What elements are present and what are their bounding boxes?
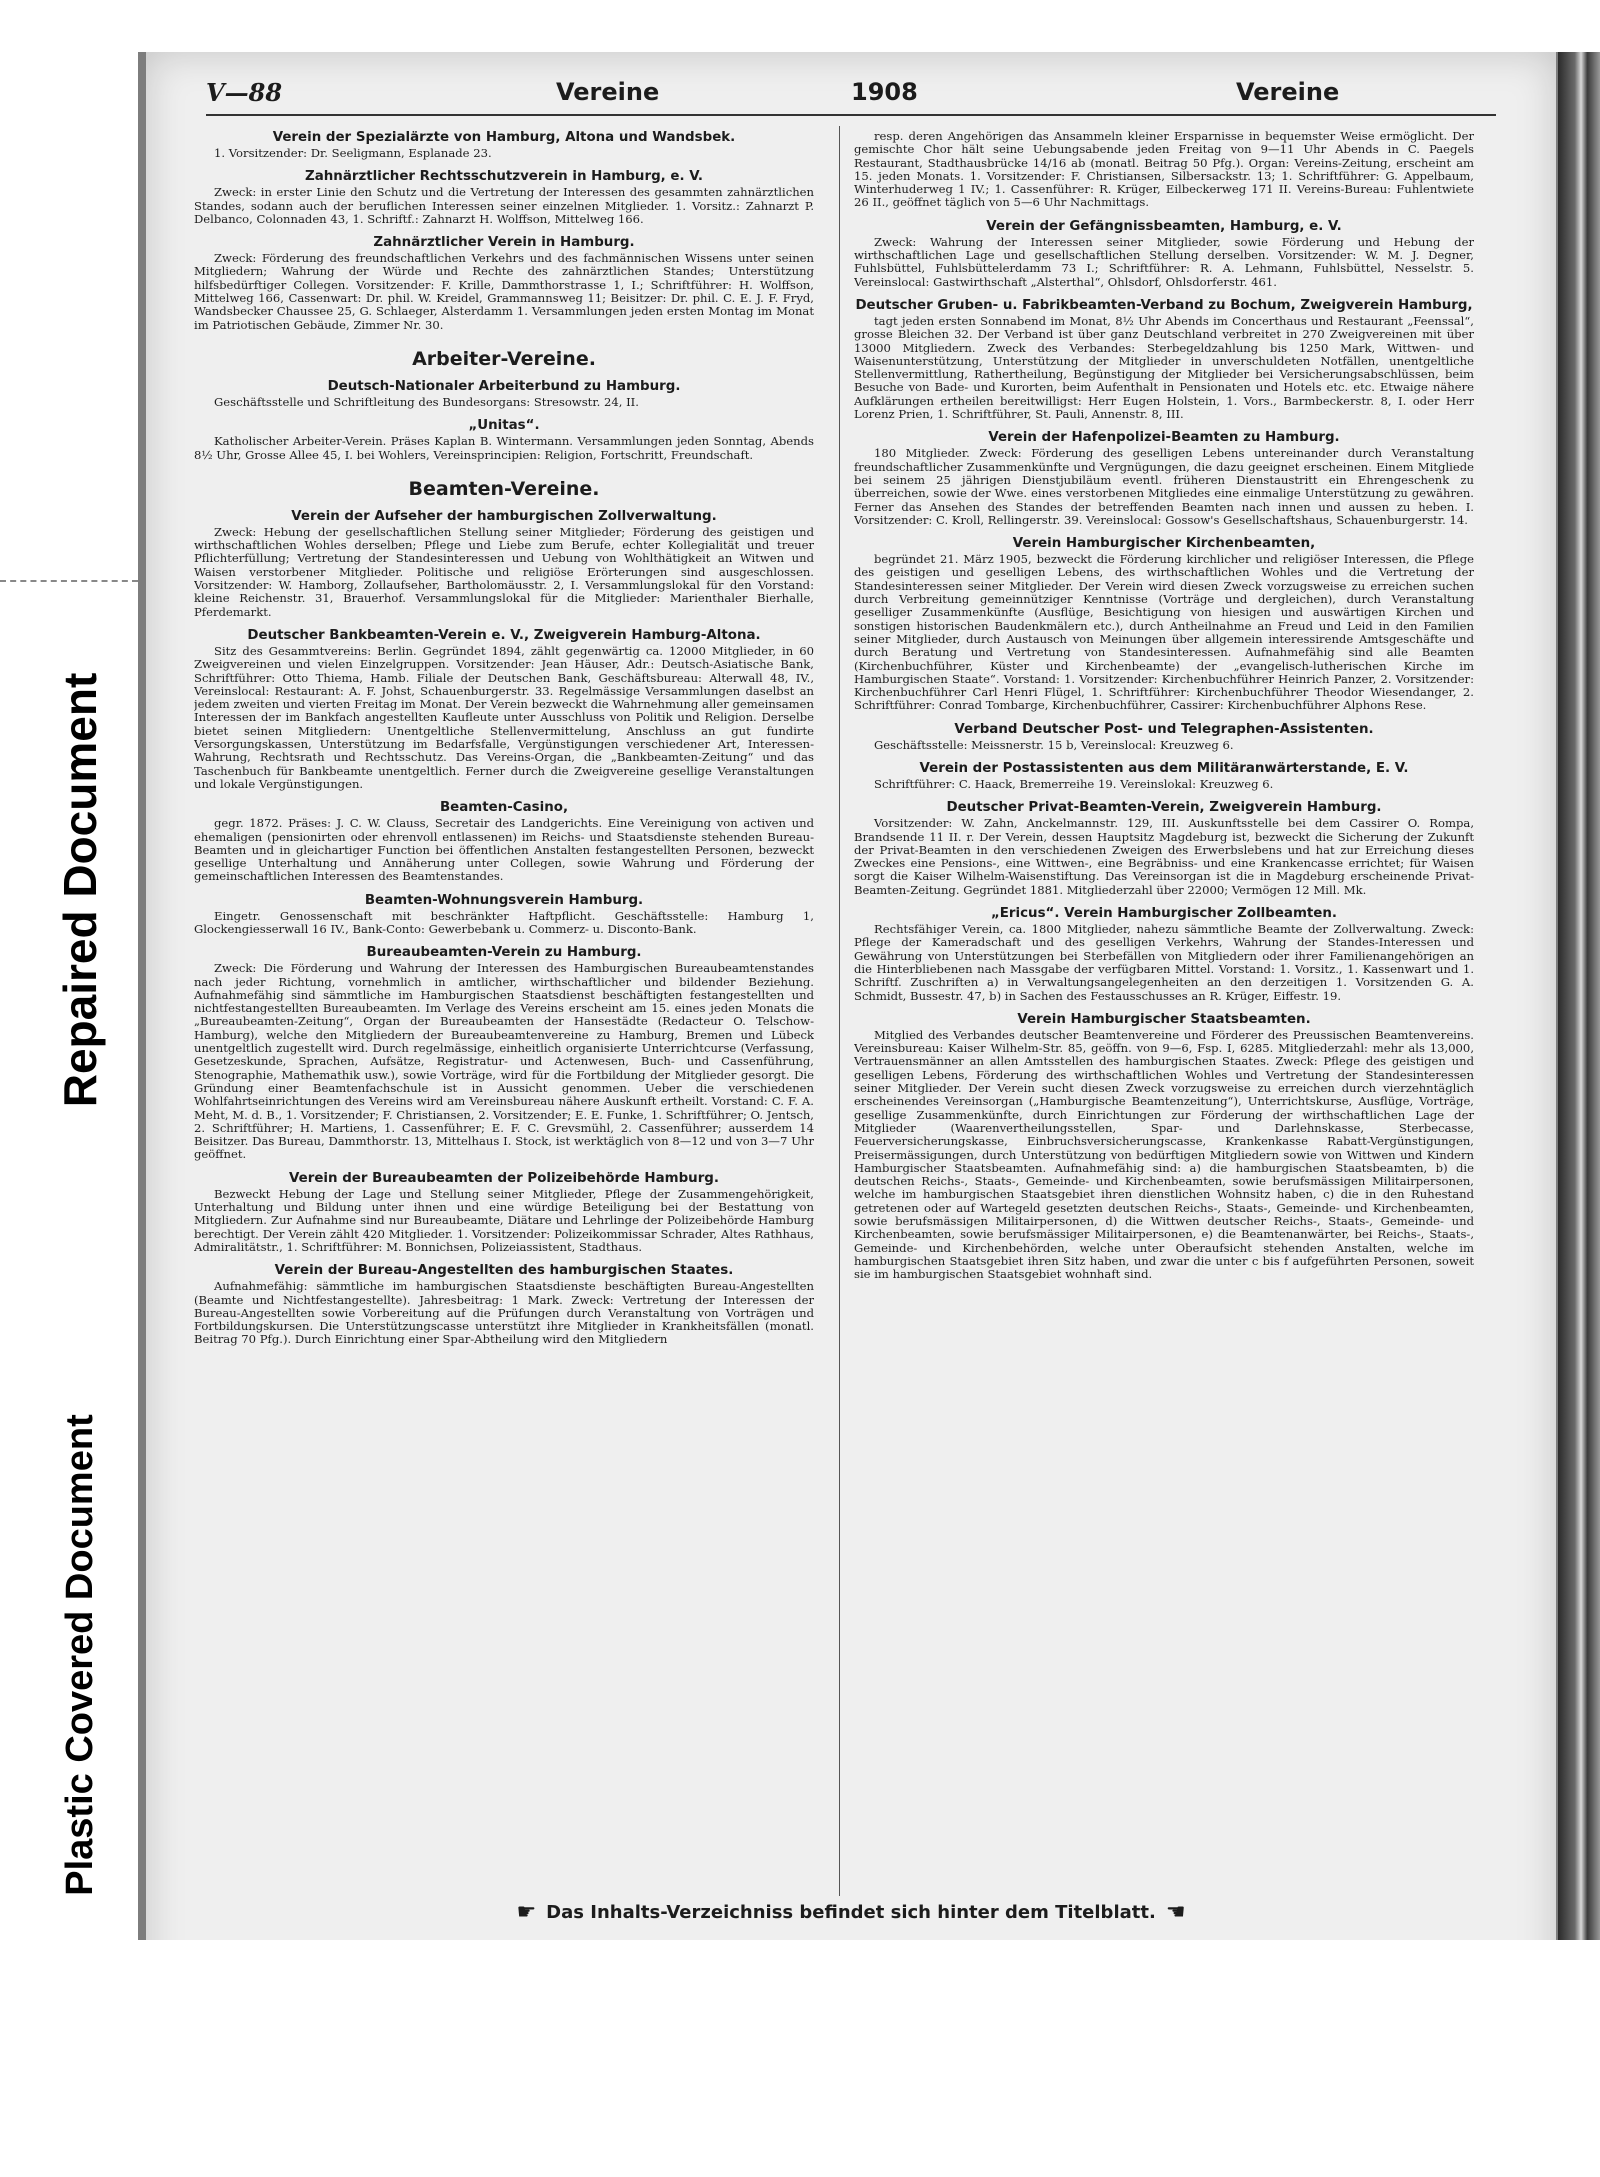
pointing-hand-icon: ☛ bbox=[516, 1900, 537, 1925]
entry-text: Bezweckt Hebung der Lage und Stellung seiner Mitglieder, Pflege der Zusammengehörigkeit, Unterhaltung und Bildung unter ihnen und eine würdige Beteiligung bei der Bestattung von Mitgliedern. Zur Aufnahme sind nur Bureaubeamte, Diätare und Lehrlinge der Polizeibehörde Hamburg berechtigt. Der Verein zählt 420 Mitglieder. 1. Vorsitzender: Polizeikommissar Schrader, Altes Rathhaus, Admiralitätstr., 1. Schriftführer: M. Bonnichsen, Polizeiassistent, Stadthaus. bbox=[194, 1186, 814, 1254]
scanned-page-area bbox=[138, 52, 1600, 1992]
page-header bbox=[206, 70, 1496, 116]
pointing-hand-left-icon: ☚ bbox=[1165, 1900, 1186, 1925]
column-divider bbox=[839, 126, 840, 1896]
section-heading: Arbeiter-Vereine. bbox=[412, 347, 596, 370]
entry-text: gegr. 1872. Präses: J. C. W. Clauss, Secretair des Landgerichts. Eine Vereinigung von activen und ehemaligen (pensionirten oder ehrenvoll entlassenen) im Reichs- und Staatsdienste stehenden Bureau-Beamten und in gleichartiger Function bei öffentlichen Anstalten festangestellten Personen, bezweckt gesellige Unterhaltung und Annäherung unter Collegen, sowie Wahrung und Förderung der gemeinschaftlichen Interessen des Beamtenstandes. bbox=[194, 816, 814, 884]
entry-text: Rechtsfähiger Verein, ca. 1800 Mitglieder, nahezu sämmtliche Beamte der Zollverwaltung. Zweck: Pflege der Kameradschaft und des geselligen Verkehrs, Wahrung der Standes-Interessen und Gewährung von Unterstützungen bei Sterbefällen von Mitgliedern oder ihrer Familienangehörigen an die Hinterbliebenen nach Massgabe der verfügbaren Mittel. Vorstand: 1. Vorsitz., 1. Kassenwart und 1. Schriftf. Zuschriften a) in Verwaltungsangelegenheiten an den derzeitigen 1. Vorsitzenden G. A. Schmidt, Bussestr. 47, b) in Sachen des Festausschusses an R. Krüger, Eiffestr. 19. bbox=[854, 922, 1474, 1003]
header-left-title: Vereine bbox=[556, 78, 660, 106]
page-footer bbox=[206, 1898, 1496, 1928]
entry-text: Mitglied des Verbandes deutscher Beamtenvereine und Förderer des Preussischen Beamtenvereins. Vereinsbureau: Kaiser Wilhelm-Str. 85, geöffn. von 9—6, Fsp. I, 6285. Mitgliederzahl: mehr als 13,000, Vertrauensmänner an allen Amtsstellen des hamburgischen Staates. Zweck: Pflege des geistigen und geselligen Lebens, Förderung des wirthschaftlichen Wohles und Vertretung der Standesinteressen seiner Mitglieder. Der Verein sucht diesen Zweck vorzugsweise zu erreichen durch vierzehntäglich erscheinendes Vereinsorgan („Hamburgische Beamtenzeitung“), Unterrichtskurse, Ausflüge, Vorträge, gesellige Zusammenkünfte, durch Einrichtungen zur Förderung der wirthschaftlichen Lage der Mitglieder (Waarenvertheilungsstellen, Spar- und Darlehnskasse, Sterbecasse, Feuerversicherungskasse, Einbruchsversicherungscasse, Krankenkasse Rabatt-Vergünstigungen, Preisermässigungen, durch Unterstützung von bedürftigen Mitgliedern sowie von Wittwen und Kindern Hamburgischer Staatsbeamten. Aufnahmefähig sind: a) die hamburgischen Staatsbeamten, b) die deutschen Reichs-, Staats-, Gemeinde- und Kirchenbeamten, sowie berufsmässigen Militairpersonen, welche im hamburgischen Staatsgebiet ihren dienstlichen Wohnsitz haben, c) die in den Ruhestand getretenen oder auf Wartegeld gesetzten deutschen Reichs-, Staats-, Gemeinde- und Kirchenbeamten, sowie berufsmässigen Militairpersonen, d) die Wittwen deutscher Reichs-, Staats-, Gemeinde- und Kirchenbeamten, sowie berufsmässiger Militairpersonen, e) die Beamtenanwärter, bei Reichs-, Staats-, Gemeinde- und Kirchenbehörden, welche unter Oberaufsicht stehenden Anstalten, welche im hamburgischen Staatsgebiet ihren Sitz haben, und zwar die unter c bis f aufgeführten Personen, soweit sie im hamburgischen Staatsgebiet wohnhaft sind. bbox=[854, 1027, 1474, 1282]
left-column bbox=[194, 130, 814, 1890]
entry-title: Zahnärztlicher Verein in Hamburg. bbox=[373, 235, 635, 251]
entry-title: „Unitas“. bbox=[468, 418, 540, 434]
entry-title: Beamten-Wohnungsverein Hamburg. bbox=[364, 892, 644, 908]
entry-title: Verein der Spezialärzte von Hamburg, Altona und Wandsbek. bbox=[272, 130, 736, 145]
entry-title: Verein der Bureaubeamten der Polizeibehörde Hamburg. bbox=[289, 1170, 719, 1186]
entry-text: Zweck: Wahrung der Interessen seiner Mitglieder, sowie Förderung und Hebung der wirthschaftlichen Lage und gesellschaftlichen Stellung derselben. Vorsitzender: W. M. J. Degner, Fuhlsbüttel, Fuhlsbüttelerdamm 73 I.; Schriftführer: R. A. Lehmann, Fuhlsbüttel, Nesselstr. 5. Vereinslocal: Gastwirthschaft „Alsterthal“, Ohlsdorf, Ohlsdorferstr. 461. bbox=[854, 234, 1474, 289]
entry-text: 180 Mitglieder. Zweck: Förderung des geselligen Lebens untereinander durch Veranstaltung freundschaftlicher Zusammenkünfte und Vergnügungen, die dazu geeignet erscheinen. Einem Mitgliede bei seinem 25 jährigen Dienstjubiläum eventl. früheren Dienstaustritt ein Ehrengeschenk zu überreichen, sowie der Wwe. eines verstorbenen Mitgliedes eine einmalige Unterstützung zu gewähren. Ferner das Ansehen des Standes der betreffenden Beamten nach innen und aussen zu heben. I. Vorsitzender: C. Kroll, Rellingerstr. 39. Vereinslocal: Gossow's Gesellschaftshaus, Schauenburgerstr. 14. bbox=[854, 446, 1474, 527]
entry-text: Eingetr. Genossenschaft mit beschränkter Haftpflicht. Geschäftsstelle: Hamburg 1, Glockengiesserwall 16 IV., Bank-Conto: Gewerbebank u. Commerz- u. Disconto-Bank. bbox=[194, 908, 814, 936]
plastic-covered-document-label: Plastic Covered Document bbox=[59, 1414, 101, 1896]
page-number: V—88 bbox=[206, 78, 283, 107]
entry-title: Verein der Postassistenten aus dem Militäranwärterstande, E. V. bbox=[919, 760, 1409, 776]
entry-text: Katholischer Arbeiter-Verein. Präses Kaplan B. Wintermann. Versammlungen jeden Sonntag, Abends 8½ Uhr, Grosse Allee 45, I. bei Wohlers, Vereinsprincipien: Religion, Fortschritt, Freundschaft. bbox=[194, 434, 814, 462]
document-page bbox=[146, 52, 1556, 1992]
entry-title: Verein der Aufseher der hamburgischen Zollverwaltung. bbox=[291, 508, 717, 524]
entry-text: Zweck: Hebung der gesellschaftlichen Stellung seiner Mitglieder; Förderung des geistigen und wirthschaftlichen Wohles derselben; Pflege und Liebe zum Berufe, echter Kollegialität und treuer Pflichterfüllung; Vertretung der Standesinteressen und Uebung von Wohlthätigkeit an Witwen und Waisen verstorbener Mitglieder. Politische und religiöse Erörterungen sind ausgeschlossen. Vorsitzender: W. Hamborg, Zollaufseher, Bartholomäusstr. 2, I. Versammlungslokal für den Vorstand: kleine Reichenstr. 31, Brauerhof. Versammlungslokal für die Mitglieder: Marienthaler Bierhalle, Pferdemarkt. bbox=[194, 524, 814, 619]
repaired-document-label: Repaired Document bbox=[54, 672, 106, 1108]
entry-text: tagt jeden ersten Sonnabend im Monat, 8½ Uhr Abends im Concerthaus und Restaurant „Feenssal“, grosse Bleichen 32. Der Verband ist über ganz Deutschland verbreitet in 270 Zweigvereinen mit über 13000 Mitgliedern. Zweck des Verbandes: Sterbegeldzahlung bis 1250 Mark, Wittwen- und Waisenunterstützung, Unterstützung der Mitglieder in unverschuldeten Notfällen, unentgeltliche Stellenvermittlung, Rathertheilung, Begünstigung der Mitglieder bei Versicherungsabschlüssen, beim Besuche von Bade- und Kurorten, beim Aufenthalt in Pensionaten und Hotels etc. etc. Etwaige nähere Aufklärungen ertheilen bereitwilligst: Herr Eugen Holstein, 1. Vors., Barmbeckerstr. 8, I. oder Herr Lorenz Prien, 1. Schriftführer, St. Pauli, Annenstr. 8, III. bbox=[854, 313, 1474, 422]
entry-title: Verein der Bureau-Angestellten des hamburgischen Staates. bbox=[274, 1263, 734, 1279]
entry-title: Deutscher Gruben- u. Fabrikbeamten-Verband zu Bochum, Zweigverein Hamburg, bbox=[855, 297, 1473, 313]
right-column bbox=[854, 130, 1474, 1890]
entry-title: Verein Hamburgischer Staatsbeamten. bbox=[1017, 1011, 1311, 1027]
entry-title: Deutsch-Nationaler Arbeiterbund zu Hamburg. bbox=[327, 378, 681, 394]
entry-text: Zweck: Die Förderung und Wahrung der Interessen des Hamburgischen Bureaubeamtenstandes nach jeder Richtung, vornehmlich in amtlicher, wirthschaftlicher und bildender Beziehung. Aufnahmefähig sind sämmtliche im Hamburgischen Staatsdienst beschäftigten festangestellten und nichtfestangestellten Bureaubeamten. Im Verlage des Vereins erscheint am 15. eines jeden Monats die „Bureaubeamten-Zeitung“, Organ der Bureaubeamten der Hansestädte (Redacteur O. Telschow-Hamburg), welche den Mitgliedern der Bureaubeamtenvereine zu Hamburg, Bremen und Lübeck unentgeltlich zugestellt wird. Durch regelmässige, einheitlich organisierte Unterrichtcurse (Verfassung, Gesetzeskunde, Sprachen, Aufsätze, Registratur- und Actenwesen, Buch- und Cassenführung, Stenographie, Mathemathik usw.), sowie Vorträge, wird für die Fortbildung der Mitglieder gesorgt. Die Gründung einer Beamtenfachschule ist in Aussicht genommen. Ueber die verschiedenen Wohlfahrtseinrichtungen des Vereins wird am Vereinsbureau nähere Auskunft ertheilt. Vorstand: C. F. A. Meht, M. d. B., 1. Vorsitzender; F. Christiansen, 2. Vorsitzender; E. E. Funke, 1. Schriftführer; O. Jentsch, 2. Schriftführer; H. Martiens, 1. Cassenführer; E. F. C. Grevsmühl, 2. Cassenführer; ausserdem 14 Beisitzer. Das Bureau, Dammthorstr. 13, Mittelhaus I. Stock, ist werktäglich von 8—12 und von 3—7 Uhr geöffnet. bbox=[194, 961, 814, 1162]
entry-text: Schriftführer: C. Haack, Bremerreihe 19. Vereinslokal: Kreuzweg 6. bbox=[874, 776, 1274, 791]
entry-title: Deutscher Bankbeamten-Verein e. V., Zweigverein Hamburg-Altona. bbox=[247, 627, 761, 643]
entry-text: Geschäftsstelle: Meissnerstr. 15 b, Vereinslocal: Kreuzweg 6. bbox=[874, 737, 1234, 752]
entry-text: Sitz des Gesammtvereins: Berlin. Gegründet 1894, zählt gegenwärtig ca. 12000 Mitglieder, in 60 Zweigvereinen und vielen Einzelgruppen. Vorsitzender: Jean Häuser, Adr.: Deutsch-Asiatische Bank, Schriftführer: Otto Thiema, Hamb. Filiale der Deutschen Bank, Geschäftsbureau: Alterwall 48, IV., Vereinslocal: Restaurant: A. F. Johst, Schauenburgerstr. 33. Regelmässige Versammlungen daselbst an jedem zweiten und vierten Freitag im Monat. Der Verein bezweckt die Wahrnehmung aller gemeinsamen Interessen der im Bankfach angestellten Kaufleute unter Ausschluss von Politik und Religion. Derselbe bietet seinen Mitgliedern: Unentgeltliche Stellenvermittelung, Anschluss an gut fundirte Versorgungskassen, Unterstützung im Bedarfsfalle, Vergünstigungen verschiedener Art, Interessen-Wahrung, Rechtsrath und Rechtsschutz. Das Vereins-Organ, die „Bankbeamten-Zeitung“ und das Taschenbuch für Bankbeamte unentgeltlich. Ferner durch die Zweigvereine gesellige Veranstaltungen und lokale Vergünstigungen. bbox=[194, 643, 814, 791]
bottom-margin bbox=[0, 1940, 1600, 2177]
section-heading: Beamten-Vereine. bbox=[408, 477, 600, 500]
entry-title: Verein Hamburgischer Kirchenbeamten, bbox=[1012, 536, 1316, 552]
header-right-title: Vereine bbox=[1236, 78, 1340, 106]
entry-text: 1. Vorsitzender: Dr. Seeligmann, Esplanade 23. bbox=[214, 146, 492, 160]
entry-title: Verein der Hafenpolizei-Beamten zu Hamburg. bbox=[988, 430, 1340, 446]
entry-text: Geschäftsstelle und Schriftleitung des Bundesorgans: Stresowstr. 24, II. bbox=[214, 394, 639, 409]
entry-text: begründet 21. März 1905, bezweckt die Förderung kirchlicher und religiöser Interessen, die Pflege des geistigen und geselligen Lebens, des wirthschaftlichen Wohles und die Vertretung der Standesinteressen seiner Mitglieder. Der Verein wird diesen Zweck vorzugsweise zu erreichen suchen durch Verbreitung gemeinnütziger Kenntnisse (Vorträge und dergleichen), durch Veranstaltung geselliger Zusammenkünfte (Ausflüge, Besichtigung von hiesigen und auswärtigen Kirchen und sonstigen historischen Baudenkmälern etc.), durch Antheilnahme an Freud und Leid in den Familien seiner Mitglieder, durch Austausch von Meinungen über allgemein interessirende Amtsgeschäfte und durch Beratung und Vertretung von Standesinteressen. Aufnahmefähig sind alle Beamten (Kirchenbuchführer, Küster und Kirchenbeamte) der „evangelisch-lutherischen Kirche im Hamburgischen Staate“. Vorstand: 1. Vorsitzender: Kirchenbuchführer Heinrich Panzer, 2. Vorsitzender: Kirchenbuchführer Carl Henri Flügel, 1. Schriftführer: Kirchenbuchführer Theodor Wiesendanger, 2. Schriftführer: Conrad Tombarge, Kirchenbuchführer, Cassirer: Kirchenbuchführer Alphons Rese. bbox=[854, 552, 1474, 713]
entry-text: Aufnahmefähig: sämmtliche im hamburgischen Staatsdienste beschäftigten Bureau-Angestellten (Beamte und Nichtfestangestellte). Jahresbeitrag: 1 Mark. Zweck: Vertretung der Interessen der Bureau-Angestellten sowie Vorbereitung auf die Prüfungen durch Veranstaltung von Vorträgen und Fortbildungskursen. Die Unterstützungscasse unterstützt ihre Mitglieder in Krankheitsfällen (monatl. Beitrag 70 Pfg.). Durch Einrichtung einer Spar-Abtheilung wird den Mitgliedern bbox=[194, 1279, 814, 1347]
entry-title: Beamten-Casino, bbox=[439, 800, 569, 816]
footer-text: Das Inhalts-Verzeichniss befindet sich hinter dem Titelblatt. bbox=[546, 1902, 1156, 1923]
dashed-divider bbox=[0, 580, 138, 582]
entry-title: Verein der Gefängnissbeamten, Hamburg, e. V. bbox=[986, 218, 1342, 234]
entry-title: Zahnärztlicher Rechtsschutzverein in Hamburg, e. V. bbox=[305, 169, 703, 185]
entry-text: Zweck: in erster Linie den Schutz und die Vertretung der Interessen des gesammten zahnärztlichen Standes, sodann auch der beruflichen Interessen seiner einzelnen Mitglieder. 1. Vorsitz.: Zahnarzt P. Delbanco, Colonnaden 43, 1. Schriftf.: Zahnarzt H. Wolffson, Mittelweg 166. bbox=[194, 185, 814, 226]
entry-title: Deutscher Privat-Beamten-Verein, Zweigverein Hamburg. bbox=[946, 800, 1382, 816]
next-page-edge bbox=[1558, 52, 1600, 1992]
entry-title: Bureaubeamten-Verein zu Hamburg. bbox=[366, 945, 642, 961]
left-margin bbox=[0, 0, 138, 2177]
entry-title: Verband Deutscher Post- und Telegraphen-Assistenten. bbox=[954, 721, 1374, 737]
entry-text: Vorsitzender: W. Zahn, Anckelmannstr. 129, III. Auskunftsstelle bei dem Cassirer O. Rompa, Brandsende 11 II. r. Der Verein, dessen Hauptsitz Magdeburg ist, bezweckt die Sicherung der Zukunft der Privat-Beamten in den verschiedenen Zweigen des Erwerbslebens und hat zur Erreichung dieses Zweckes eine Pensions-, eine Wittwen-, eine Begräbniss- und eine Krankencasse errichtet; für Waisen sorgt die Kaiser Wilhelm-Waisenstiftung. Das Vereinsorgan ist die in Magdeburg erscheinende Privat-Beamten-Zeitung. Gegründet 1881. Mitgliederzahl über 22000; Vermögen 12 Mill. Mk. bbox=[854, 816, 1474, 897]
continued-text: resp. deren Angehörigen das Ansammeln kleiner Ersparnisse in bequemster Weise ermöglicht. Der gemischte Chor hält seine Uebungsabende jeden Freitag von 9—11 Uhr Abends in C. Paegels Restaurant, Stadthausbrücke 14/16 ab (monatl. Beitrag 50 Pfg.). Organ: Vereins-Zeitung, erscheint am 15. jeden Monats. 1. Vorsitzender: F. Christiansen, Silbersackstr. 13; 1. Schriftführer: G. Appelbaum, Winterhuderweg 1 IV.; 1. Cassenführer: R. Krüger, Eilbeckerweg 171 II. Vereins-Bureau: Fuhlentwiete 26 II., geöffnet täglich von 5—6 Uhr Nachmittags. bbox=[854, 130, 1474, 210]
entry-title: „Ericus“. Verein Hamburgischer Zollbeamten. bbox=[990, 906, 1338, 922]
header-year: 1908 bbox=[851, 78, 918, 106]
entry-text: Zweck: Förderung des freundschaftlichen Verkehrs und des fachmännischen Wissens unter seinen Mitgliedern; Wahrung der Würde und Rechte des zahnärztlichen Standes; Unterstützung hilfsbedürftiger Collegen. Vorsitzender: F. Krille, Dammthorstrasse 1, I.; Schriftführer: H. Wolffson, Mittelweg 166, Cassenwart: Dr. phil. W. Kreidel, Grammannsweg 11; Beisitzer: Dr. phil. C. E. J. F. Fryd, Wandsbecker Chaussee 25, G. Schlaeger, Alsterdamm 1. Versammlungen jeden ersten Montag im Monat im Patriotischen Gebäude, Zimmer Nr. 30. bbox=[194, 251, 814, 332]
